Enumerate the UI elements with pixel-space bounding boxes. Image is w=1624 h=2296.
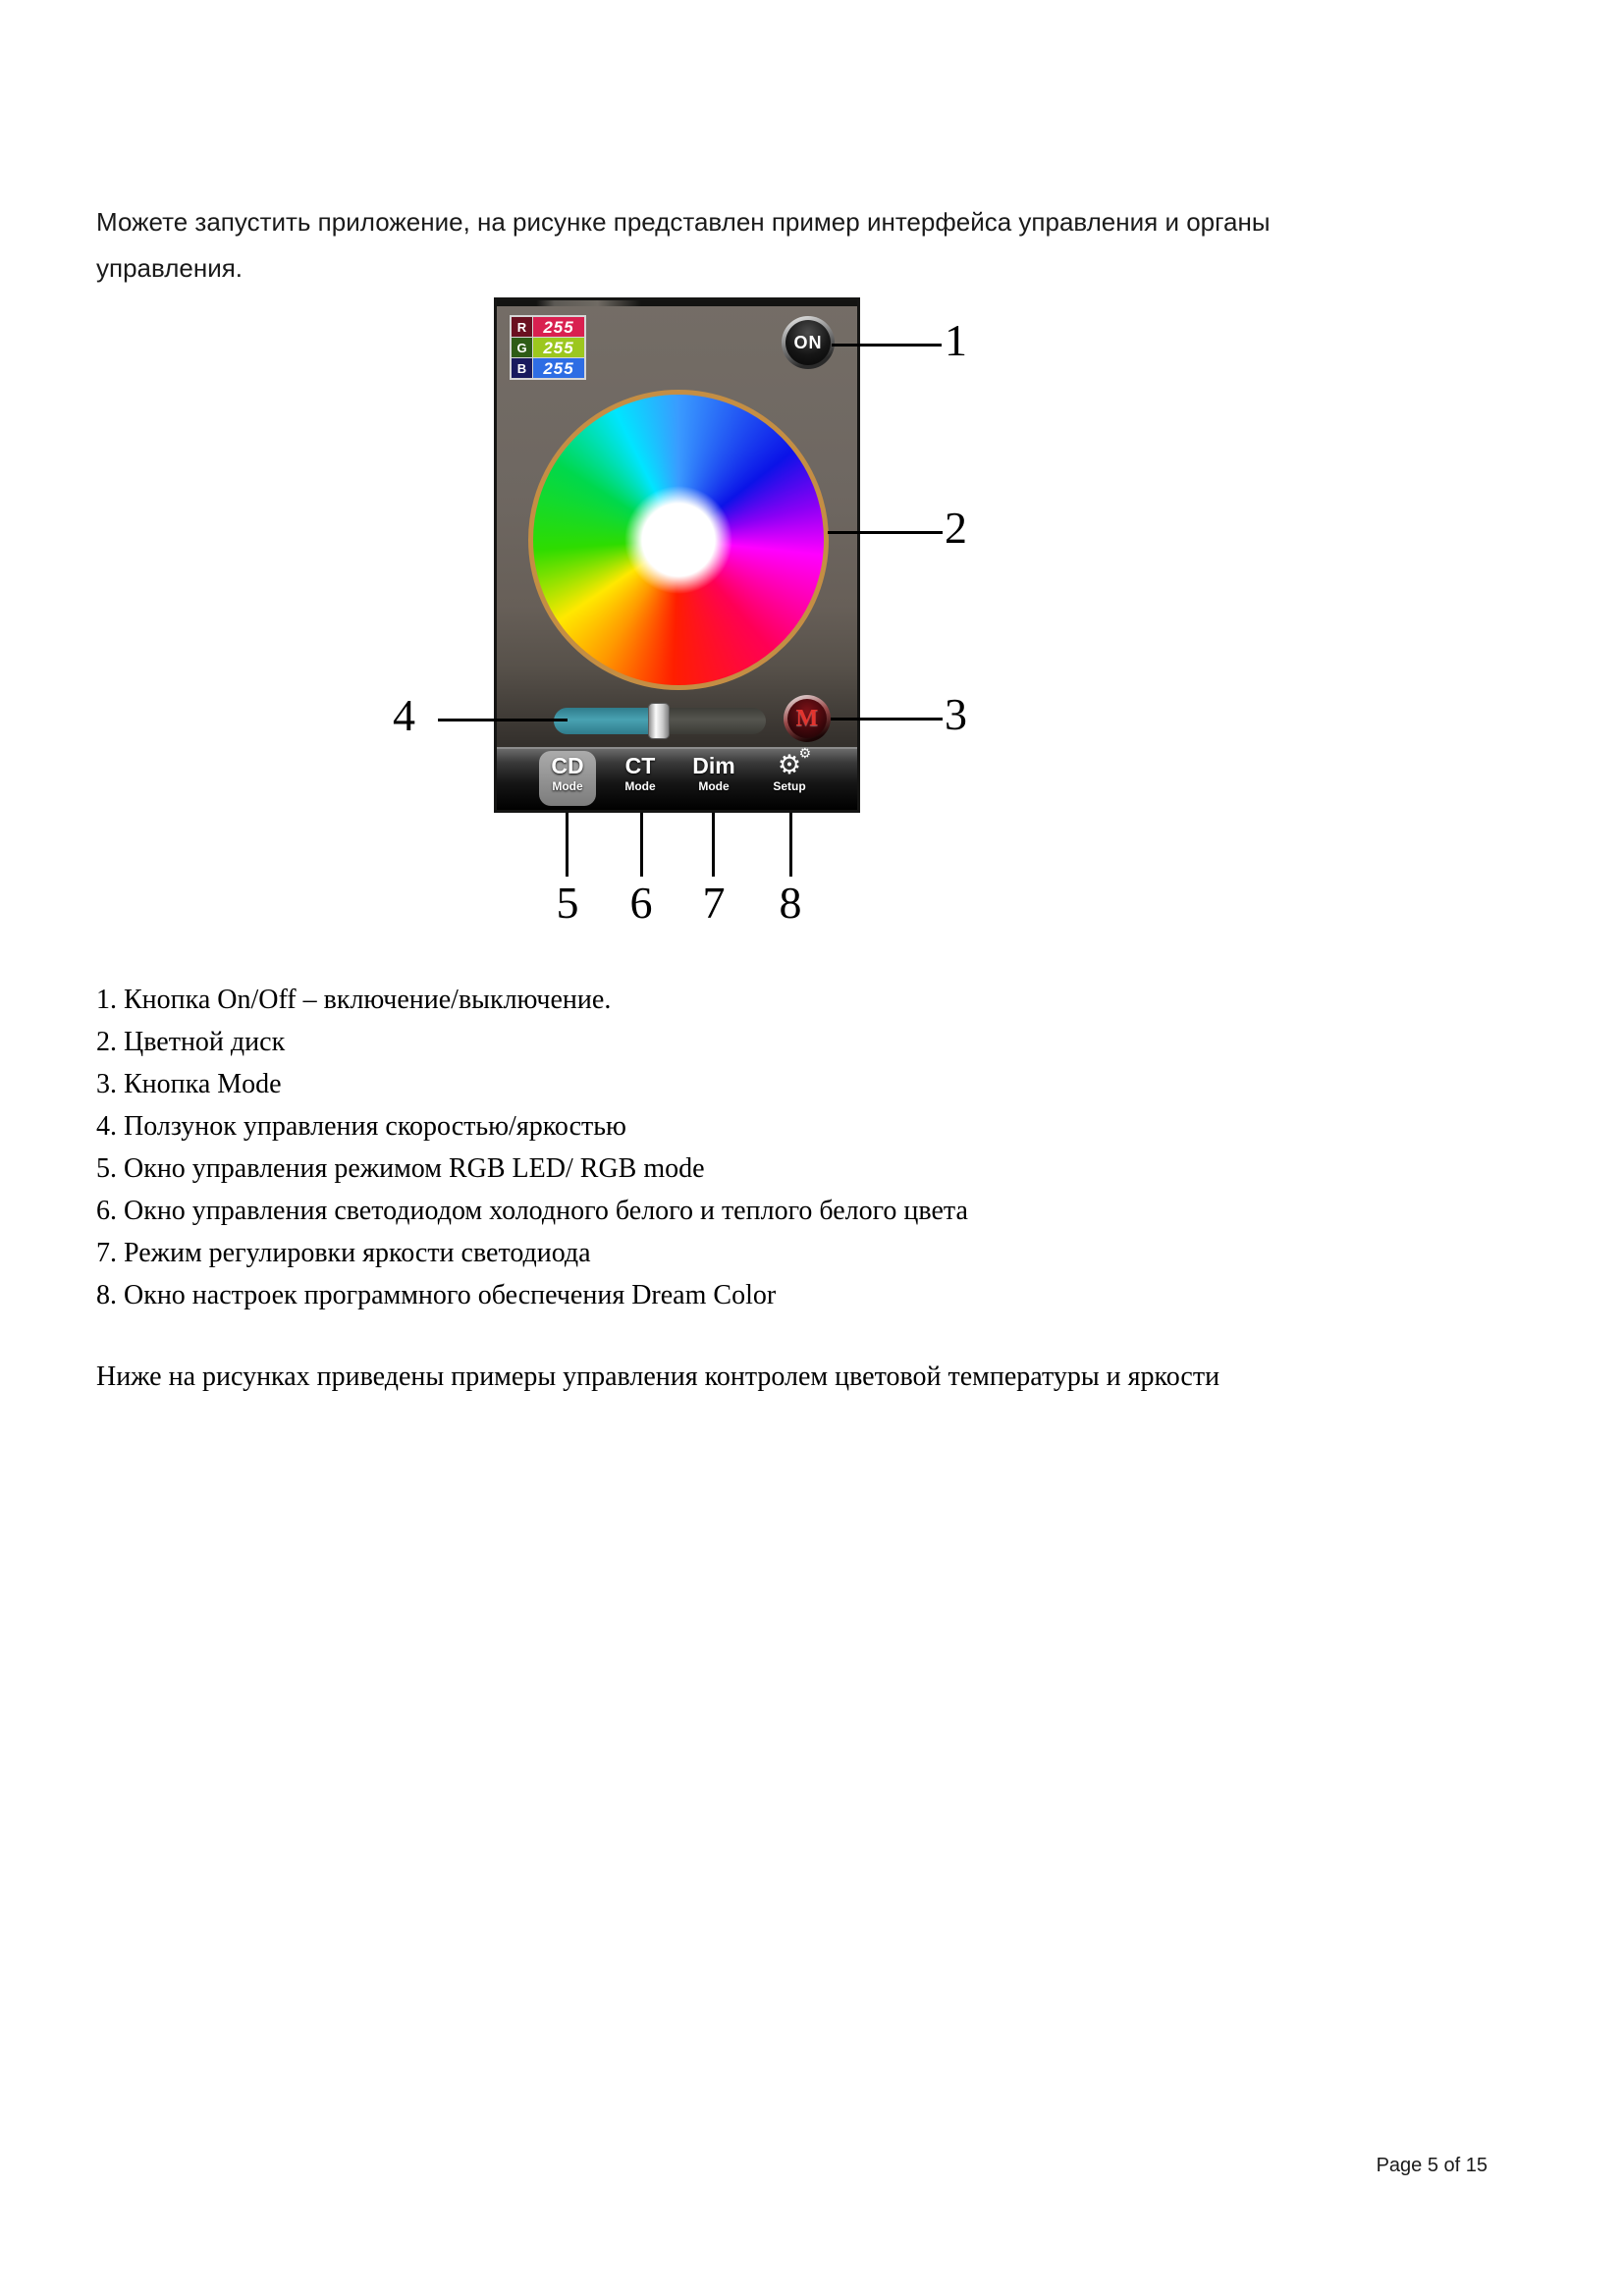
- callout-number-7: 7: [702, 878, 726, 928]
- red-channel-label: R: [512, 317, 532, 337]
- tab-cd-mode[interactable]: [528, 754, 607, 807]
- callout-number-6: 6: [629, 878, 653, 928]
- green-channel-label: G: [512, 338, 532, 357]
- tab-dim-mode[interactable]: [675, 754, 753, 807]
- callout-line-8: [789, 813, 792, 877]
- legend-item-7: 7. Режим регулировки яркости светодиода: [96, 1238, 591, 1268]
- tab-ct-title: CT: [624, 753, 656, 778]
- slider-fill: [554, 708, 654, 734]
- legend-item-1: 1. Кнопка On/Off – включение/выключение.: [96, 985, 612, 1015]
- blue-channel-value: 255: [533, 358, 584, 378]
- rgb-row-blue: [512, 358, 584, 378]
- callout-line-7: [712, 813, 715, 877]
- rgb-row-green: [512, 338, 584, 357]
- callout-line-1: [832, 344, 942, 347]
- tab-cd-subtitle: Mode: [552, 779, 583, 793]
- legend-item-4: 4. Ползунок управления скоростью/яркостью: [96, 1111, 626, 1142]
- mode-button-face: [787, 699, 827, 738]
- callout-line-5: [566, 813, 568, 877]
- blue-channel-label: B: [512, 358, 532, 378]
- red-channel-value: 255: [533, 317, 584, 337]
- green-channel-value: 255: [533, 338, 584, 357]
- app-status-bar: [497, 300, 857, 306]
- callout-line-3: [831, 718, 943, 721]
- rgb-value-panel: [510, 315, 586, 380]
- mode-button[interactable]: [784, 695, 831, 742]
- tab-cd-title: CD: [551, 753, 584, 778]
- tab-ct-subtitle: Mode: [624, 779, 656, 793]
- legend-item-3: 3. Кнопка Mode: [96, 1069, 282, 1099]
- intro-line-1: Можете запустить приложение, на рисунке представлен пример интерфейса управления и органы: [96, 207, 1271, 237]
- on-off-button[interactable]: [782, 316, 835, 369]
- callout-number-8: 8: [779, 878, 802, 928]
- speed-brightness-slider[interactable]: [554, 708, 766, 734]
- callout-line-4: [438, 719, 568, 721]
- callout-line-6: [640, 813, 643, 877]
- callout-number-2: 2: [945, 503, 967, 553]
- color-wheel[interactable]: [528, 390, 829, 690]
- tab-ct-mode[interactable]: [601, 754, 679, 807]
- callout-number-5: 5: [556, 878, 579, 928]
- intro-paragraph: [96, 199, 1549, 292]
- callout-number-1: 1: [945, 315, 967, 365]
- legend-item-2: 2. Цветной диск: [96, 1027, 286, 1057]
- rgb-row-red: [512, 317, 584, 337]
- on-off-button-label: ON: [793, 333, 823, 352]
- gear-small-icon: ⚙: [798, 746, 812, 762]
- tab-dim-title: Dim: [692, 753, 735, 778]
- on-off-button-face: [785, 320, 831, 365]
- legend-item-8: 8. Окно настроек программного обеспечения Dream Color: [96, 1280, 777, 1310]
- outro-paragraph: Ниже на рисунках приведены примеры управления контролем цветовой температуры и яркости: [96, 1362, 1220, 1392]
- gear-icon: ⚙ ⚙: [777, 746, 812, 780]
- tab-setup-subtitle: Setup: [773, 779, 806, 793]
- callout-number-3: 3: [945, 689, 967, 739]
- intro-line-2: управления.: [96, 253, 244, 283]
- tab-dim-subtitle: Mode: [698, 779, 730, 793]
- legend-list: [96, 979, 1549, 1316]
- callout-number-4: 4: [393, 690, 415, 740]
- tab-setup[interactable]: [750, 746, 829, 807]
- legend-item-5: 5. Окно управления режимом RGB LED/ RGB mode: [96, 1153, 705, 1184]
- legend-item-6: 6. Окно управления светодиодом холодного белого и теплого белого цвета: [96, 1196, 968, 1226]
- mode-button-label: M: [795, 706, 819, 731]
- page-number: Page 5 of 15: [1376, 2155, 1488, 2176]
- callout-line-2: [828, 531, 943, 534]
- slider-handle[interactable]: [648, 703, 670, 739]
